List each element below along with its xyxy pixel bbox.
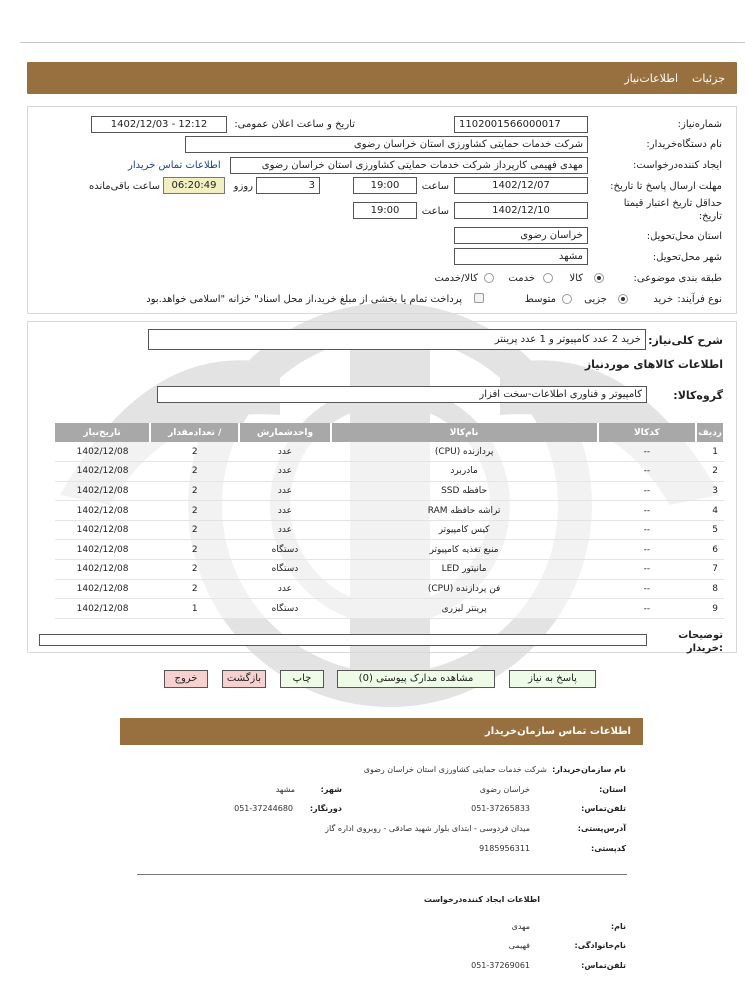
need-number-field: 1102001566000017: [454, 116, 588, 133]
cell-code: --: [598, 442, 697, 462]
cell-unit: عدد: [239, 442, 330, 462]
buyer-field: شرکت خدمات حمایتی کشاورزی استان خراسان رضوی: [185, 136, 588, 153]
tab-details[interactable]: جزئیات: [692, 71, 725, 85]
notes-label-2: :خریدار: [686, 643, 723, 654]
goods-table: [55, 423, 725, 619]
cell-qty: 2: [150, 462, 239, 482]
creator-label: ایجاد کننده‌درخواست:: [633, 160, 722, 171]
cell-code: --: [598, 520, 697, 540]
deadline-label: مهلت ارسال پاسخ تا تاریخ:: [610, 181, 722, 192]
cell-row: 9: [696, 599, 724, 619]
payment-note: پرداخت تمام یا بخشی از مبلغ خرید،از محل اسناد" خزانه "اسلامی خواهد.بود: [146, 294, 462, 305]
col-name: نام‌کالا: [331, 423, 598, 442]
validity-date-field: 1402/12/10: [454, 202, 588, 219]
summary-label: شرح کلی‌نیاز:: [648, 334, 723, 347]
days-label: روزو: [233, 181, 253, 192]
creator-family-label: نام‌خانوادگی:: [574, 941, 626, 950]
process-label: نوع فرآیند:: [677, 294, 722, 305]
cell-row: 8: [696, 579, 724, 599]
cell-row: 7: [696, 560, 724, 580]
city-field: مشهد: [454, 248, 588, 265]
address-label: آدرس‌پستی:: [577, 824, 626, 833]
city-contact-label: شهر:: [320, 785, 342, 794]
phone-value: 051-37265833: [471, 804, 530, 813]
city-contact-value: مشهد: [275, 785, 295, 794]
table-row: [55, 481, 724, 501]
cell-row: 2: [696, 462, 724, 482]
cell-name: پرینتر لیزری: [331, 599, 598, 619]
cell-date: 1402/12/08: [55, 560, 150, 580]
goods-group-field: کامپیوتر و فناوری اطلاعات-سخت افزار: [157, 386, 647, 403]
deadline-time-label: ساعت: [421, 181, 449, 192]
process-minor-label: جزیی: [584, 294, 607, 305]
table-header-row: [55, 423, 724, 442]
phone-label: تلفن‌تماس:: [581, 804, 626, 813]
cell-unit: دستگاه: [239, 560, 330, 580]
cell-row: 3: [696, 481, 724, 501]
cell-qty: 2: [150, 481, 239, 501]
fax-label: دورنگار:: [309, 804, 342, 813]
back-button[interactable]: بازگشت: [222, 670, 266, 688]
address-value: میدان فردوسی - ابتدای بلوار شهید صادقی - روبروی اداره گاز: [325, 824, 530, 833]
contact-header-bar: [120, 718, 643, 745]
province-contact-label: استان:: [599, 785, 626, 794]
validity-label: حداقل تاریخ اعتبار قیمتا: [623, 198, 722, 209]
cell-qty: 2: [150, 520, 239, 540]
buyer-label: نام دستگاه‌خریدار:: [646, 139, 722, 150]
category-goods-label: کالا: [569, 273, 583, 284]
cell-code: --: [598, 579, 697, 599]
cell-code: --: [598, 540, 697, 560]
need-number-label: شماره‌نیاز:: [677, 119, 722, 130]
col-row: ردیف: [696, 423, 724, 442]
org-label: نام سازمان‌خریدار:: [552, 765, 626, 774]
cell-qty: 1: [150, 599, 239, 619]
cell-name: کیس کامپیوتر: [331, 520, 598, 540]
deadline-date-field: 1402/12/07: [454, 177, 588, 194]
cell-unit: عدد: [239, 462, 330, 482]
contact-title: اطلاعات تماس سازمان‌خریدار: [484, 726, 631, 737]
cell-date: 1402/12/08: [55, 520, 150, 540]
table-row: [55, 520, 724, 540]
process-buy-label: خرید: [653, 294, 673, 305]
goods-info-heading: اطلاعات کالاهای موردنیاز: [584, 358, 723, 371]
creator-name-label: نام:: [610, 922, 626, 931]
fax-value: 051-37244680: [234, 804, 293, 813]
creator-phone-value: 051-37269061: [471, 961, 530, 970]
table-row: [55, 599, 724, 619]
table-row: [55, 560, 724, 580]
creator-phone-label: تلفن‌تماس:: [581, 961, 626, 970]
creator-family-value: فهیمی: [508, 941, 530, 950]
cell-unit: عدد: [239, 579, 330, 599]
goods-group-label: گروه‌کالا:: [673, 389, 723, 402]
cell-qty: 2: [150, 442, 239, 462]
category-label: طبقه بندی موضوعی:: [633, 273, 722, 284]
remaining-label: ساعت باقی‌مانده: [88, 181, 160, 192]
cell-qty: 2: [150, 579, 239, 599]
col-code: کدکالا: [598, 423, 697, 442]
cell-date: 1402/12/08: [55, 599, 150, 619]
province-contact-value: خراسان رضوی: [479, 785, 530, 794]
postal-label: کدپستی:: [591, 844, 626, 853]
cell-date: 1402/12/08: [55, 462, 150, 482]
category-goods-radio[interactable]: [594, 273, 604, 283]
category-both-radio[interactable]: [484, 273, 494, 283]
cell-unit: دستگاه: [239, 540, 330, 560]
cell-code: --: [598, 501, 697, 521]
header-bar: [27, 62, 737, 94]
announce-label: تاریخ و ساعت اعلان عمومی:: [234, 119, 355, 130]
category-service-radio[interactable]: [543, 273, 553, 283]
cell-unit: عدد: [239, 481, 330, 501]
treasury-checkbox[interactable]: [474, 293, 484, 303]
days-field: 3: [256, 177, 320, 194]
cell-date: 1402/12/08: [55, 442, 150, 462]
col-unit: واحدشمارش: [239, 423, 330, 442]
cell-date: 1402/12/08: [55, 481, 150, 501]
cell-row: 5: [696, 520, 724, 540]
creator-field: مهدی فهیمی کارپرداز شرکت خدمات حمایتی کشاورزی استان خراسان رضوی: [230, 157, 588, 174]
table-row: [55, 579, 724, 599]
col-qty: / تعدادمقدار: [150, 423, 239, 442]
contact-separator: [137, 874, 627, 875]
process-medium-label: متوسط: [524, 294, 556, 305]
province-field: خراسان رضوی: [454, 227, 588, 244]
notes-label: توضیحات: [678, 630, 723, 641]
cell-qty: 2: [150, 501, 239, 521]
process-medium-radio[interactable]: [562, 294, 572, 304]
cell-name: پردازنده (CPU): [331, 442, 598, 462]
validity-label-2: تاریخ:: [698, 211, 722, 222]
cell-code: --: [598, 462, 697, 482]
cell-date: 1402/12/08: [55, 579, 150, 599]
creator-info-title: اطلاعات ایجاد کننده‌درخواست: [423, 895, 540, 904]
summary-field: خرید 2 عدد کامپیوتر و 1 عدد پرینتر: [148, 329, 646, 350]
tab-need-info[interactable]: اطلاعات‌نیاز: [624, 71, 679, 85]
announce-field: 1402/12/03 - 12:12: [91, 116, 227, 133]
exit-button[interactable]: خروج: [164, 670, 208, 688]
cell-code: --: [598, 560, 697, 580]
cell-date: 1402/12/08: [55, 501, 150, 521]
table-row: [55, 501, 724, 521]
cell-unit: عدد: [239, 501, 330, 521]
col-date: تاریخ‌نیاز: [55, 423, 150, 442]
table-row: [55, 462, 724, 482]
table-row: [55, 540, 724, 560]
attachments-button[interactable]: مشاهده مدارک پیوستی (0): [337, 670, 495, 688]
deadline-time-field: 19:00: [353, 177, 417, 194]
cell-name: مانیتور LED: [331, 560, 598, 580]
buyer-contact-link[interactable]: اطلاعات تماس خریدار: [128, 160, 221, 171]
top-divider: [20, 42, 745, 43]
cell-name: فن پردازنده (CPU): [331, 579, 598, 599]
reply-button[interactable]: پاسخ به نیاز: [509, 670, 596, 688]
org-value: شرکت خدمات حمایتی کشاورزی استان خراسان رضوی: [363, 765, 547, 774]
remaining-time-field: 06:20:49: [163, 177, 225, 194]
cell-name: مادربرد: [331, 462, 598, 482]
validity-time-label: ساعت: [421, 206, 449, 217]
cell-name: منبع تغذیه کامپیوتر: [331, 540, 598, 560]
cell-date: 1402/12/08: [55, 540, 150, 560]
city-label: شهر محل‌تحویل:: [652, 252, 722, 263]
cell-row: 4: [696, 501, 724, 521]
cell-unit: عدد: [239, 520, 330, 540]
cell-qty: 2: [150, 560, 239, 580]
category-service-label: خدمت: [508, 273, 535, 284]
cell-code: --: [598, 481, 697, 501]
category-both-label: کالا/خدمت: [434, 273, 478, 284]
cell-row: 1: [696, 442, 724, 462]
table-row: [55, 442, 724, 462]
process-minor-radio[interactable]: [618, 294, 628, 304]
postal-value: 9185956311: [479, 844, 530, 853]
cell-name: حافظه SSD: [331, 481, 598, 501]
print-button[interactable]: چاپ: [280, 670, 324, 688]
notes-field: [39, 634, 647, 646]
province-label: استان محل‌تحویل:: [646, 231, 722, 242]
cell-unit: دستگاه: [239, 599, 330, 619]
cell-qty: 2: [150, 540, 239, 560]
validity-time-field: 19:00: [353, 202, 417, 219]
cell-name: تراشه حافظه RAM: [331, 501, 598, 521]
cell-row: 6: [696, 540, 724, 560]
creator-name-value: مهدی: [511, 922, 530, 931]
cell-code: --: [598, 599, 697, 619]
